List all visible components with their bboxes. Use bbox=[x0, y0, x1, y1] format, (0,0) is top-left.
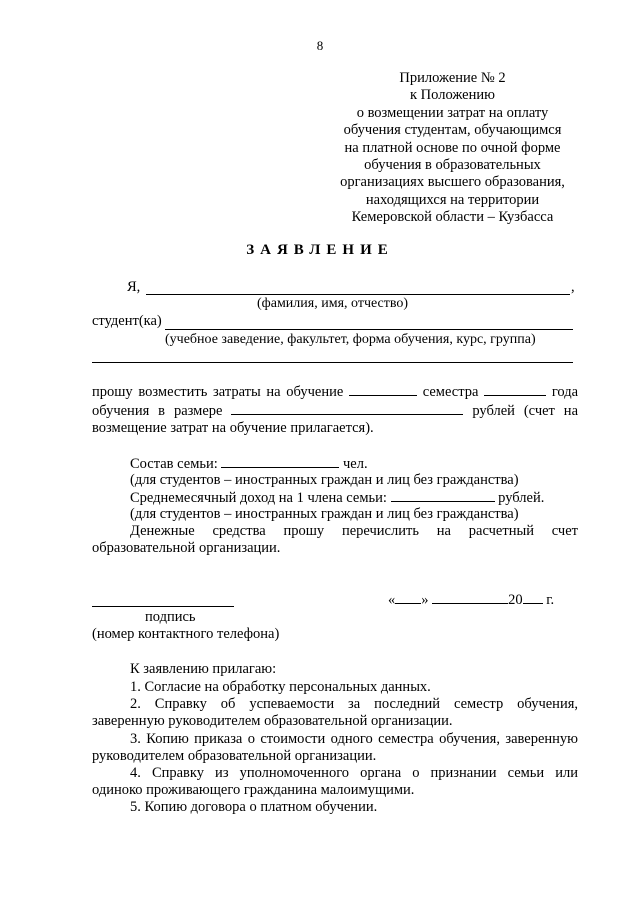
attachment-item: 3. Копию приказа о стоимости одного семестра обучения, заверенную bbox=[130, 731, 578, 747]
amount-field[interactable] bbox=[231, 402, 463, 415]
attachment-item: 5. Копию договора о платном обучении. bbox=[130, 799, 378, 815]
income-unit: рублей. bbox=[498, 490, 545, 506]
request-text: рублей bbox=[472, 403, 515, 419]
institution-caption: (учебное заведение, факультет, форма обучения, курс, группа) bbox=[165, 332, 536, 347]
appendix-line: к Положению bbox=[410, 87, 495, 104]
name-caption: (фамилия, имя, отчество) bbox=[257, 296, 409, 311]
page-number: 8 bbox=[316, 38, 324, 53]
day-field[interactable] bbox=[395, 591, 421, 604]
appendix-line: обучения в образовательных bbox=[364, 157, 541, 174]
appendix-line: организациях высшего образования, bbox=[340, 174, 565, 191]
request-line-2 bbox=[92, 402, 578, 420]
appendix-line: Кемеровской области – Кузбасса bbox=[351, 209, 554, 226]
semester-field[interactable] bbox=[349, 383, 417, 396]
year-suffix: г. bbox=[546, 592, 555, 608]
attachment-item: 4. Справку из уполномоченного органа о признании семьи или bbox=[130, 765, 578, 781]
phone-caption: (номер контактного телефона) bbox=[92, 626, 280, 642]
appendix-header bbox=[330, 70, 575, 227]
request-text: прошу возместить затраты на обучение bbox=[92, 384, 344, 400]
year-field[interactable] bbox=[523, 591, 543, 604]
attachment-item-continued: одиноко проживающего гражданина малоимущими. bbox=[92, 782, 415, 798]
composition-label: Состав семьи: bbox=[130, 456, 218, 472]
appendix-line: обучения студентам, обучающимся bbox=[343, 122, 562, 139]
request-text: года bbox=[551, 384, 579, 400]
full-name-field[interactable] bbox=[146, 294, 570, 295]
composition-unit: чел. bbox=[343, 456, 368, 472]
appendix-line: на платной основе по очной форме bbox=[344, 139, 561, 156]
attachment-item-continued: заверенную руководителем образовательной организации. bbox=[92, 713, 453, 729]
foreign-note: (для студентов – иностранных граждан и лиц без гражданства) bbox=[130, 472, 519, 488]
applicant-prefix: Я, bbox=[127, 279, 141, 295]
request-text: обучения в размере bbox=[92, 403, 223, 419]
average-income bbox=[130, 489, 544, 507]
date-open-quote: « bbox=[388, 592, 396, 608]
request-text: (счет на bbox=[523, 403, 579, 419]
family-composition bbox=[130, 455, 368, 473]
student-prefix: студент(ка) bbox=[92, 313, 162, 329]
institution-field[interactable] bbox=[165, 329, 573, 330]
appendix-line: о возмещении затрат на оплату bbox=[356, 104, 549, 121]
date-close-quote: » bbox=[421, 592, 429, 608]
request-line-1 bbox=[92, 383, 578, 401]
request-line-3: возмещение затрат на обучение прилагается). bbox=[92, 420, 374, 436]
document-title: ЗАЯВЛЕНИЕ bbox=[246, 242, 394, 258]
institution-field-continued[interactable] bbox=[92, 362, 573, 363]
attachment-item-continued: руководителем образовательной организации. bbox=[92, 748, 377, 764]
transfer-line-2: образовательной организации. bbox=[92, 540, 281, 556]
transfer-line-1: Денежные средства прошу перечислить на расчетный счет bbox=[130, 523, 578, 539]
year-prefix: 20 bbox=[508, 592, 523, 608]
attachment-item: 2. Справку об успеваемости за последний семестр обучения, bbox=[130, 696, 578, 712]
income-label: Среднемесячный доход на 1 члена семьи: bbox=[130, 490, 387, 506]
attachment-item: 1. Согласие на обработку персональных данных. bbox=[130, 679, 431, 695]
applicant-suffix: , bbox=[571, 279, 575, 295]
signature-caption: подпись bbox=[145, 609, 196, 625]
signature-field[interactable] bbox=[92, 606, 234, 607]
income-field[interactable] bbox=[391, 489, 495, 502]
month-field[interactable] bbox=[432, 591, 508, 604]
appendix-line: находящихся на территории bbox=[365, 191, 540, 208]
date-field bbox=[388, 591, 554, 609]
year-of-study-field[interactable] bbox=[484, 383, 546, 396]
attachments-heading: К заявлению прилагаю: bbox=[130, 661, 277, 677]
family-size-field[interactable] bbox=[221, 455, 339, 468]
foreign-note: (для студентов – иностранных граждан и лиц без гражданства) bbox=[130, 506, 519, 522]
request-text: семестра bbox=[422, 384, 479, 400]
appendix-line: Приложение № 2 bbox=[399, 70, 506, 86]
